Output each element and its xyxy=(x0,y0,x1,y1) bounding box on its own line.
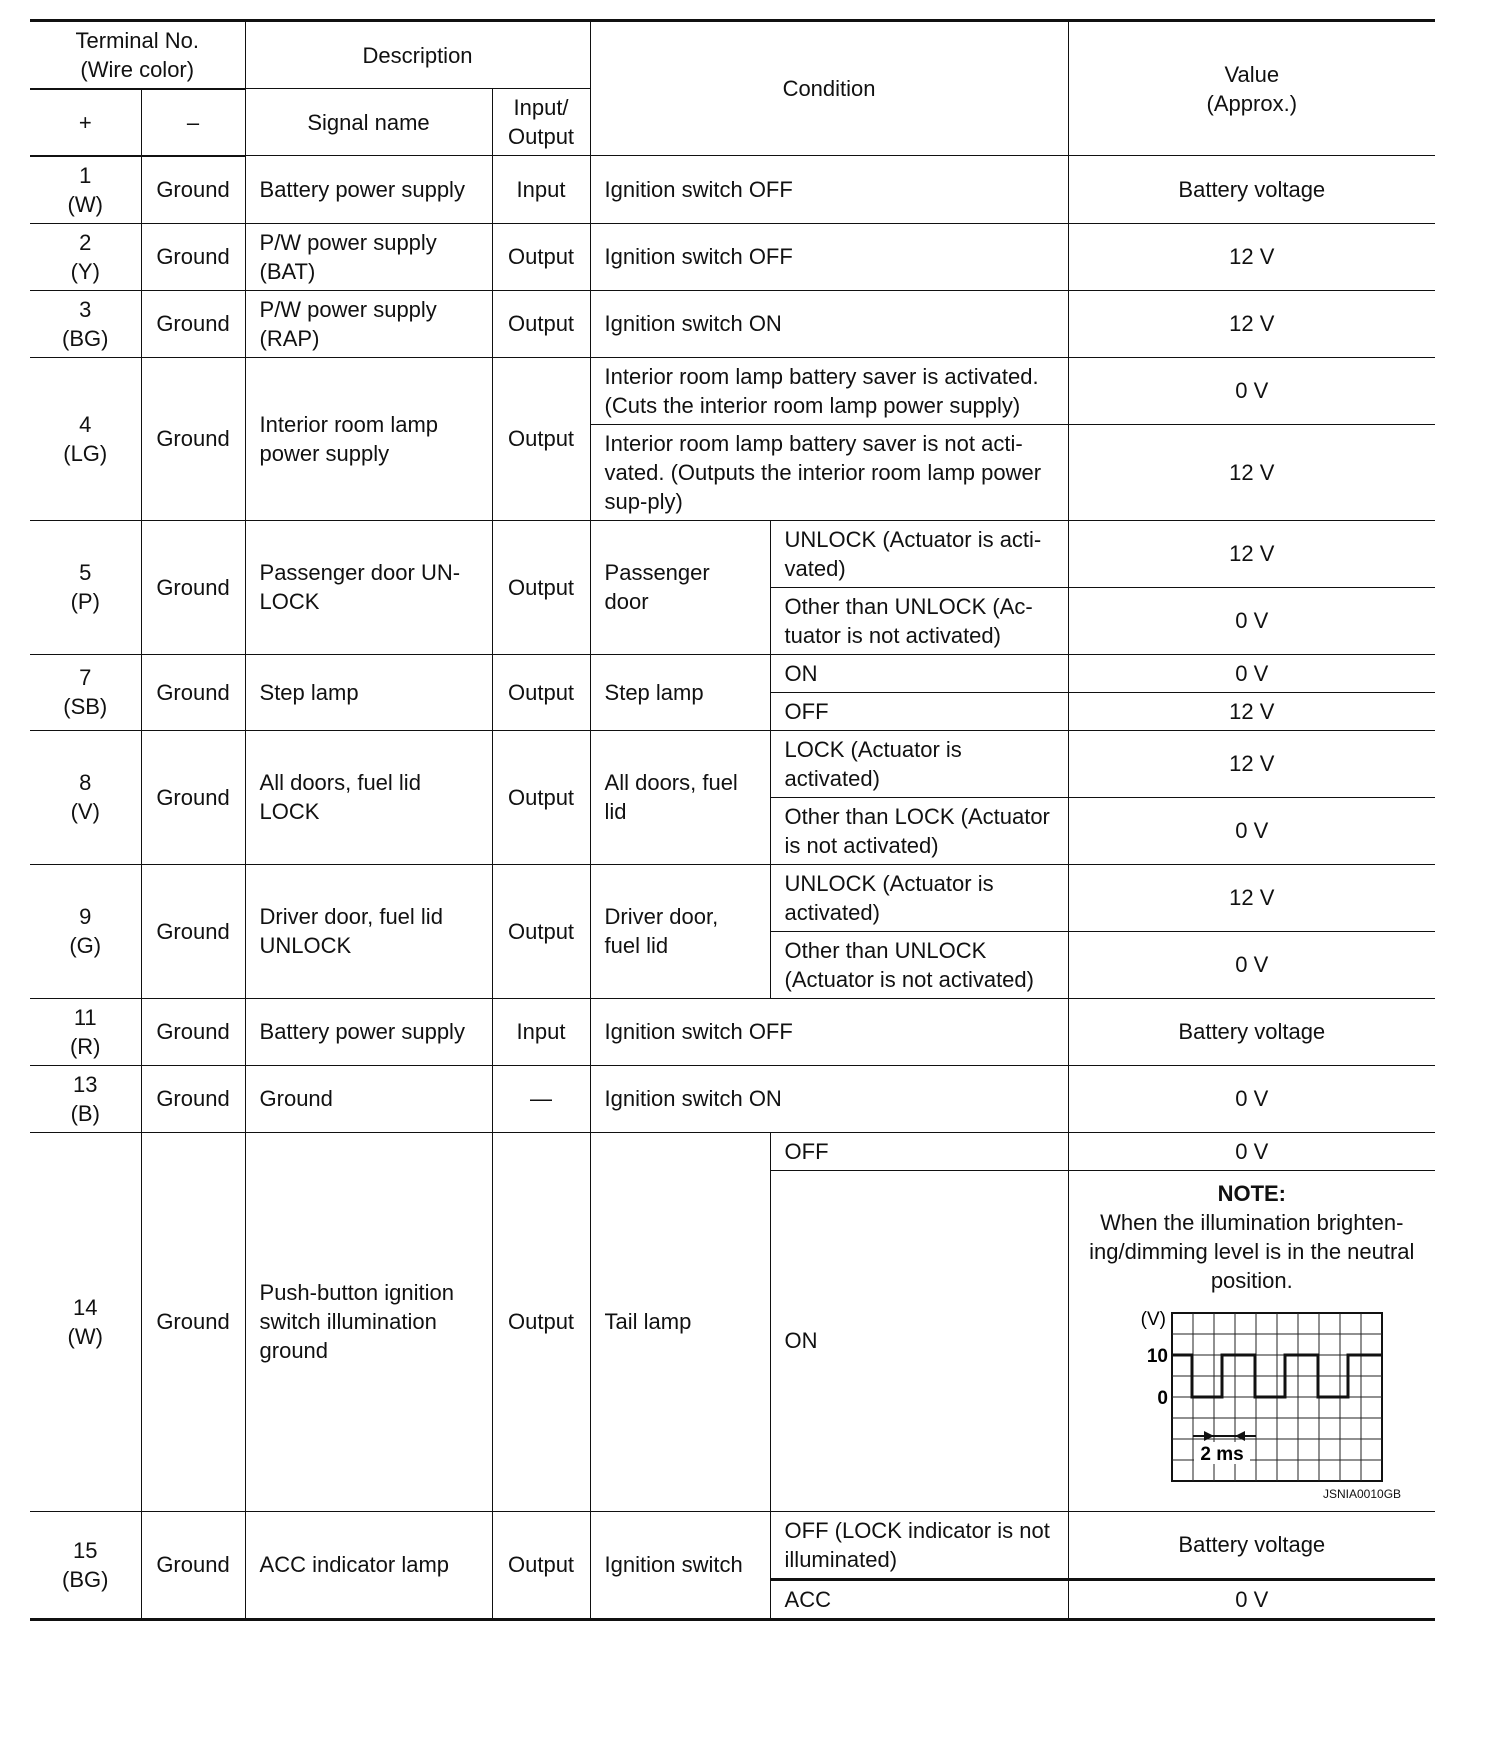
minus-cell: Ground xyxy=(141,1132,245,1511)
terminal-number: 5 xyxy=(79,560,92,585)
value-cell: 12 V xyxy=(1068,424,1435,520)
minus-cell: Ground xyxy=(141,998,245,1065)
state-cell: ON xyxy=(770,1170,1068,1511)
wire-color: (R) xyxy=(69,1033,101,1059)
io-cell: Output xyxy=(492,520,590,654)
terminal-number: 8 xyxy=(79,770,92,795)
state-cell: UNLOCK (Actuator is activated) xyxy=(770,864,1068,931)
terminal-number: 4 xyxy=(79,411,92,437)
wire-color: (V) xyxy=(70,799,100,824)
signal-name-cell: Step lamp xyxy=(245,654,492,730)
value-cell: 0 V xyxy=(1068,931,1435,998)
minus-cell: Ground xyxy=(141,864,245,998)
minus-cell: Ground xyxy=(141,654,245,730)
condition-cell: Passenger door xyxy=(590,520,770,654)
state-cell: Other than UNLOCK (Ac-tuator is not activated) xyxy=(770,587,1068,654)
wire-color: (P) xyxy=(70,589,100,614)
io-cell: Output xyxy=(492,290,590,357)
table-row xyxy=(30,156,1435,224)
condition-cell: Interior room lamp battery saver is activated. (Cuts the interior room lamp power supply) xyxy=(590,357,1068,424)
terminal-cell xyxy=(30,864,141,998)
io-cell: Output xyxy=(492,730,590,864)
value-cell: 0 V xyxy=(1068,1065,1435,1132)
table-row xyxy=(30,1065,1435,1132)
terminal-cell xyxy=(30,998,141,1065)
terminal-table xyxy=(30,19,1435,1621)
table-row xyxy=(30,864,1435,931)
scope-time-label: 2 ms xyxy=(1200,1443,1244,1465)
value-cell: Battery voltage xyxy=(1068,156,1435,224)
condition-cell: Ignition switch OFF xyxy=(590,156,1068,224)
signal-name-cell: All doors, fuel lid LOCK xyxy=(245,730,492,864)
signal-name-cell: Driver door, fuel lid UNLOCK xyxy=(245,864,492,998)
signal-name-cell: Ground xyxy=(245,1065,492,1132)
condition-header: Condition xyxy=(590,21,1068,156)
note-text: When the illumination brighten-ing/dimming level is in the neutral position. xyxy=(1089,1209,1415,1293)
condition-cell: Tail lamp xyxy=(590,1132,770,1511)
wire-color: (SB) xyxy=(63,694,108,719)
io-cell: Input xyxy=(492,156,590,224)
table-row xyxy=(30,357,1435,424)
signal-name-cell: ACC indicator lamp xyxy=(245,1511,492,1619)
value-cell: 12 V xyxy=(1068,223,1435,290)
wire-color: (B) xyxy=(70,1100,100,1126)
table-row xyxy=(30,730,1435,797)
signal-name-header: Signal name xyxy=(245,89,492,156)
table-row xyxy=(30,1132,1435,1170)
table-row xyxy=(30,290,1435,357)
minus-header: – xyxy=(141,90,245,156)
value-cell: 0 V xyxy=(1068,797,1435,864)
signal-name-cell: P/W power supply (RAP) xyxy=(245,290,492,357)
plus-header: + xyxy=(30,90,141,156)
value-cell: Battery voltage xyxy=(1068,998,1435,1065)
value-cell: 0 V xyxy=(1068,587,1435,654)
io-cell: Output xyxy=(492,357,590,520)
state-cell: LOCK (Actuator is activated) xyxy=(770,730,1068,797)
value-header: Value (Approx.) xyxy=(1068,21,1435,156)
table-row xyxy=(30,520,1435,587)
signal-name-cell: Push-button ignition switch illumination ground xyxy=(245,1132,492,1511)
terminal-cell xyxy=(30,1511,141,1619)
state-cell: OFF (LOCK indicator is not illuminated) xyxy=(770,1511,1068,1579)
minus-cell: Ground xyxy=(141,1065,245,1132)
wire-color: (G) xyxy=(69,933,102,958)
terminal-cell xyxy=(30,730,141,864)
note-cell xyxy=(1068,1170,1435,1511)
value-cell: Battery voltage xyxy=(1068,1511,1435,1579)
terminal-header: Terminal No. (Wire color) xyxy=(30,21,245,89)
terminal-cell xyxy=(30,156,141,224)
condition-cell: All doors, fuel lid xyxy=(590,730,770,864)
value-cell: 12 V xyxy=(1068,520,1435,587)
table-row xyxy=(30,654,1435,692)
state-cell: ACC xyxy=(770,1579,1068,1619)
value-cell: 0 V xyxy=(1068,1579,1435,1619)
terminal-cell xyxy=(30,1132,141,1511)
terminal-number: 7 xyxy=(79,665,92,690)
terminal-cell xyxy=(30,290,141,357)
terminal-number: 2 xyxy=(79,229,92,255)
value-cell: 12 V xyxy=(1068,290,1435,357)
state-cell: ON xyxy=(770,654,1068,692)
terminal-number: 3 xyxy=(79,296,92,322)
terminal-cell xyxy=(30,223,141,290)
wire-color: (LG) xyxy=(63,440,108,466)
minus-cell: Ground xyxy=(141,156,245,224)
signal-name-cell: P/W power supply (BAT) xyxy=(245,223,492,290)
io-cell: Output xyxy=(492,864,590,998)
scope-label-low: 0 xyxy=(1157,1387,1168,1409)
condition-cell: Step lamp xyxy=(590,654,770,730)
value-cell: 12 V xyxy=(1068,864,1435,931)
figure-id: JSNIA0010GB xyxy=(1323,1486,1402,1501)
wire-color: (Y) xyxy=(70,258,100,284)
minus-cell: Ground xyxy=(141,730,245,864)
condition-cell: Driver door, fuel lid xyxy=(590,864,770,998)
wire-color: (W) xyxy=(67,1323,103,1349)
condition-cell: Ignition switch OFF xyxy=(590,998,1068,1065)
value-cell: 12 V xyxy=(1068,692,1435,730)
wire-color: (BG) xyxy=(62,325,109,351)
scope-unit-label: (V) xyxy=(1140,1308,1166,1330)
table-row xyxy=(30,1511,1435,1579)
state-cell: Other than LOCK (Actuator is not activated) xyxy=(770,797,1068,864)
signal-name-cell: Battery power supply xyxy=(245,998,492,1065)
note-title: NOTE: xyxy=(1217,1180,1287,1206)
value-cell: 0 V xyxy=(1068,357,1435,424)
io-cell: Output xyxy=(492,1511,590,1619)
io-cell: Output xyxy=(492,654,590,730)
condition-cell: Ignition switch xyxy=(590,1511,770,1619)
io-cell: Output xyxy=(492,223,590,290)
terminal-number: 1 xyxy=(79,162,92,188)
minus-cell: Ground xyxy=(141,290,245,357)
minus-cell: Ground xyxy=(141,1511,245,1619)
wire-color: (BG) xyxy=(62,1566,109,1592)
value-cell: 0 V xyxy=(1068,1132,1435,1170)
state-cell: OFF xyxy=(770,692,1068,730)
io-cell: Output xyxy=(492,1132,590,1511)
condition-cell: Interior room lamp battery saver is not acti-vated. (Outputs the interior room lamp power sup-ply) xyxy=(590,424,1068,520)
scope-label-high: 10 xyxy=(1146,1345,1168,1367)
terminal-number: 13 xyxy=(73,1071,98,1097)
io-cell: — xyxy=(492,1065,590,1132)
value-cell: 0 V xyxy=(1068,654,1435,692)
minus-cell: Ground xyxy=(141,357,245,520)
state-cell: UNLOCK (Actuator is acti-vated) xyxy=(770,520,1068,587)
signal-name-cell: Interior room lamp power supply xyxy=(245,357,492,520)
terminal-cell xyxy=(30,1065,141,1132)
terminal-number: 9 xyxy=(79,904,92,929)
condition-cell: Ignition switch ON xyxy=(590,1065,1068,1132)
terminal-cell xyxy=(30,520,141,654)
terminal-cell xyxy=(30,357,141,520)
minus-cell: Ground xyxy=(141,520,245,654)
table-row xyxy=(30,998,1435,1065)
condition-cell: Ignition switch OFF xyxy=(590,223,1068,290)
signal-name-cell: Battery power supply xyxy=(245,156,492,224)
terminal-number: 11 xyxy=(73,1004,97,1030)
wire-color: (W) xyxy=(67,191,103,217)
signal-name-cell: Passenger door UN-LOCK xyxy=(245,520,492,654)
state-cell: OFF xyxy=(770,1132,1068,1170)
minus-cell: Ground xyxy=(141,223,245,290)
description-header: Description xyxy=(245,21,590,89)
terminal-number: 14 xyxy=(73,1294,98,1320)
state-cell: Other than UNLOCK (Actuator is not activated) xyxy=(770,931,1068,998)
io-header: Input/ Output xyxy=(492,89,590,156)
io-cell: Input xyxy=(492,998,590,1065)
terminal-number: 15 xyxy=(73,1537,98,1563)
value-cell: 12 V xyxy=(1068,730,1435,797)
terminal-cell xyxy=(30,654,141,730)
oscilloscope-waveform xyxy=(1112,1307,1392,1483)
condition-cell: Ignition switch ON xyxy=(590,290,1068,357)
table-row xyxy=(30,223,1435,290)
